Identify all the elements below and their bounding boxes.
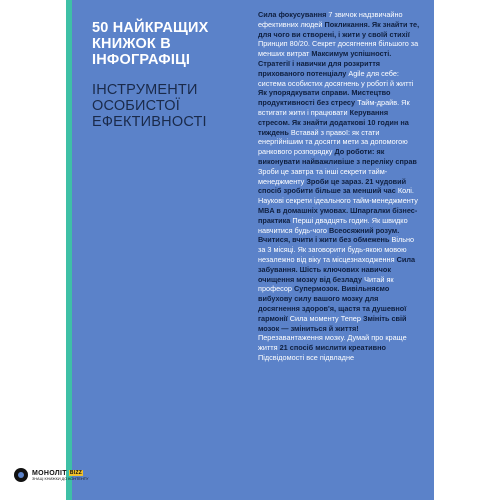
table-of-contents <box>258 10 420 480</box>
toc-entry: Перезавантаження мозку. Думай про краще життя <box>258 333 407 353</box>
toc-entry: Agile для себе: система особистих досягнень у роботі й житті <box>258 68 414 88</box>
toc-entry: MBA в домашніх умовах. Шпаргалки бізнес-практика <box>258 205 418 225</box>
toc-entry: Максимум успішності. Стратегії і навички для розкриття прихованого потенціалу <box>258 49 392 78</box>
toc-entry: Вільно за 3 місяці. Як заговорити будь-якою мовою незалежно від віку та місцезнаходження <box>258 235 415 264</box>
toc-entry: Зроби це зараз. 21 чудовий спосіб зробити більше за менший час <box>258 176 407 196</box>
toc-entry: Колі. Наукові секрети ідеального тайм-менеджменту <box>258 186 418 206</box>
publisher-logo-icon <box>14 468 28 482</box>
toc-entry: До роботи: як виконувати найважливіше з переліку справ <box>258 147 417 166</box>
toc-entry: Тайм-драйв. Як встигати жити і працювати <box>258 98 410 117</box>
toc-entry: Вставай з правої: як стати енергійнішим та досягти мети за допомогою ранкового розпорядку <box>258 127 408 157</box>
toc-entry: Підсвідомості все підвладне <box>258 352 355 362</box>
toc-entry: Перші двадцять годин. Як швидко навчитися будь-чого <box>258 215 408 235</box>
book-cover <box>66 0 434 500</box>
publisher-badge: BIZZ <box>69 470 83 476</box>
toc-entry: Керування стресом. Як знайти додаткові 10 годин на тиждень <box>258 107 409 137</box>
toc-entry: Принцип 80/20. Секрет досягнення більшого за менших витрат <box>258 39 419 59</box>
toc-entry: Покликання. Як знайти те, для чого ви створені, і жити у своїй стихії <box>258 19 420 39</box>
publisher-name: МОНОЛІТ <box>32 469 67 477</box>
toc-entry: Супермозок. Вивільняємо вибухову силу вашого мозку для досягнення здоров'я, щастя та душевної гармонії <box>258 284 407 323</box>
cover-spine-stripe <box>66 0 72 500</box>
toc-entry: Всеосяжний розум. Вчитися, вчити і жити без обмежень <box>258 225 400 245</box>
publisher-tagline: ЗНАЦІ КНИЖКИ ДО КОНТЕНТУ <box>32 476 89 481</box>
publisher-logo <box>14 468 88 482</box>
toc-entry: Зроби це завтра та інші секрети тайм-менеджменту <box>258 166 388 186</box>
toc-entry: Сила забування. Шість ключових навичок очищення мозку від безладу <box>258 254 416 284</box>
toc-entry: Як упорядкувати справи. Мистецтво продуктивності без стресу <box>258 88 391 108</box>
toc-entry: Сила фокусування <box>258 10 327 19</box>
book-subtitle: ІНСТРУМЕНТИ ОСОБИСТОЇ ЕФЕКТИВНОСТІ <box>92 82 207 130</box>
toc-entry: 21 спосіб мислити креативно <box>279 343 386 353</box>
toc-entry: Змініть свій мозок — зміниться й життя! <box>258 313 407 333</box>
book-title: 50 НАЙКРАЩИХ КНИЖОК В ІНФОГРАФІЦІ <box>92 20 209 68</box>
toc-entry: Читай як професор <box>258 274 394 294</box>
toc-entry: 7 звичок надзвичайно ефективних людей <box>258 10 403 29</box>
toc-entry: Сила моменту Тепер <box>289 313 361 323</box>
